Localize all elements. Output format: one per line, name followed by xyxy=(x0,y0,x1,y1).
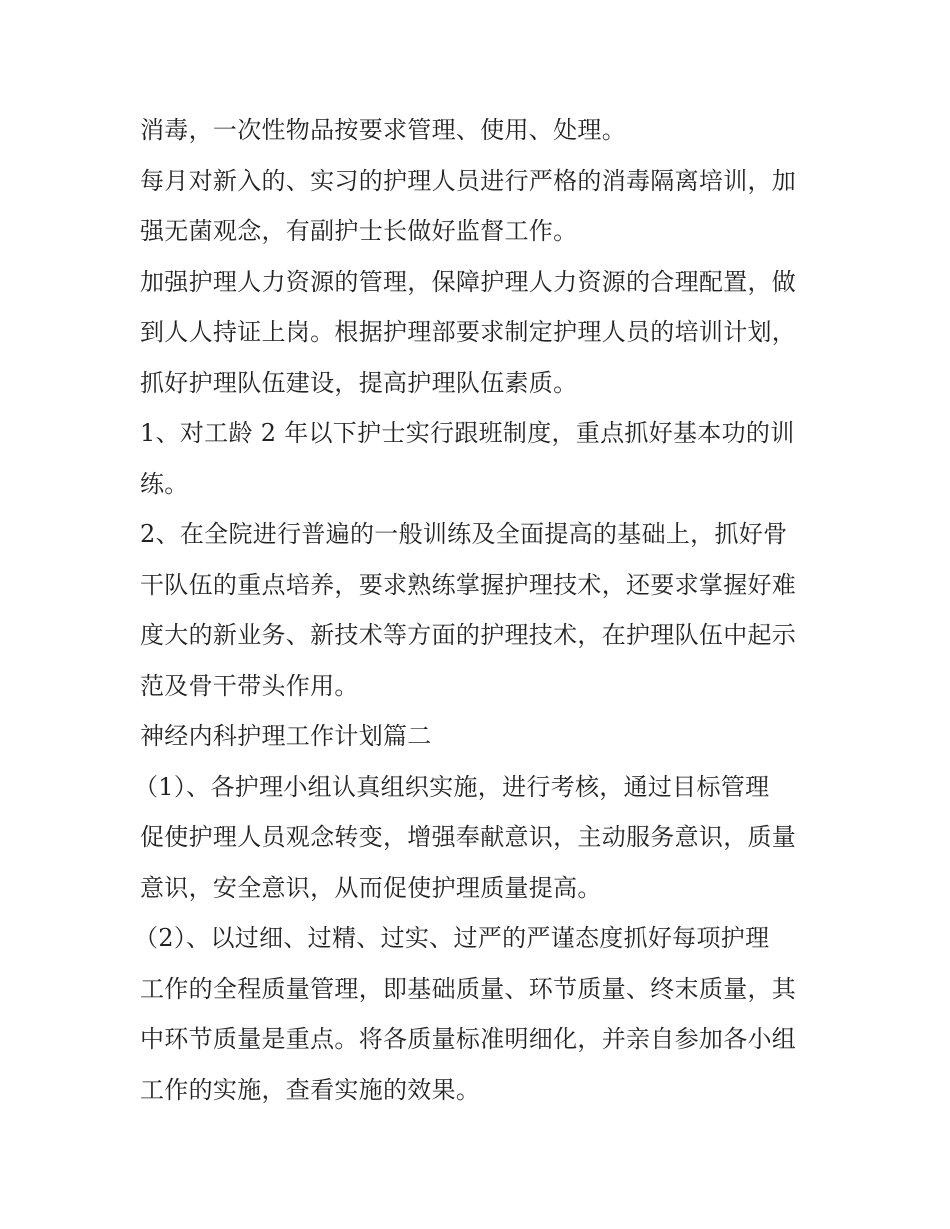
text-line: 消毒，一次性物品按要求管理、使用、处理。 xyxy=(140,116,626,144)
text-line: 抓好护理队伍建设，提高护理队伍素质。 xyxy=(140,368,578,397)
text-line: 到人人持证上岗。根据护理部要求制定护理人员的培训计划， xyxy=(140,318,797,346)
section-heading: 神经内科护理工作计划篇二 xyxy=(140,722,432,750)
text-line: 强无菌观念，有副护士长做好监督工作。 xyxy=(140,217,578,245)
text-line: 工作的全程质量管理，即基础质量、环节质量、终末质量，其 xyxy=(140,974,797,1003)
document-body xyxy=(134,105,820,1115)
text-line: 工作的实施，查看实施的效果。 xyxy=(140,1075,481,1104)
text-line: 2、在全院进行普遍的一般训练及全面提高的基础上，抓好骨 xyxy=(140,520,788,548)
text-line: 练。 xyxy=(140,469,189,498)
text-line: 加强护理人力资源的管理，保障护理人力资源的合理配置，做 xyxy=(140,267,797,296)
text-line: 意识，安全意识，从而促使护理质量提高。 xyxy=(140,873,602,902)
text-line: （2）、以过细、过精、过实、过严的严谨态度抓好每项护理 xyxy=(134,924,770,952)
text-line: 每月对新入的、实习的护理人员进行严格的消毒隔离培训，加 xyxy=(140,166,797,195)
text-line: 促使护理人员观念转变，增强奉献意识，主动服务意识，质量 xyxy=(140,823,797,851)
text-line: （1）、各护理小组认真组织实施，进行考核，通过目标管理 xyxy=(134,772,770,801)
text-line: 1、对工龄 2 年以下护士实行跟班制度，重点抓好基本功的训 xyxy=(140,419,795,447)
text-line: 度大的新业务、新技术等方面的护理技术，在护理队伍中起示 xyxy=(140,621,797,649)
text-line: 中环节质量是重点。将各质量标准明细化，并亲自参加各小组 xyxy=(140,1025,797,1053)
text-line: 范及骨干带头作用。 xyxy=(140,671,359,700)
text-line: 干队伍的重点培养，要求熟练掌握护理技术，还要求掌握好难 xyxy=(140,570,797,599)
